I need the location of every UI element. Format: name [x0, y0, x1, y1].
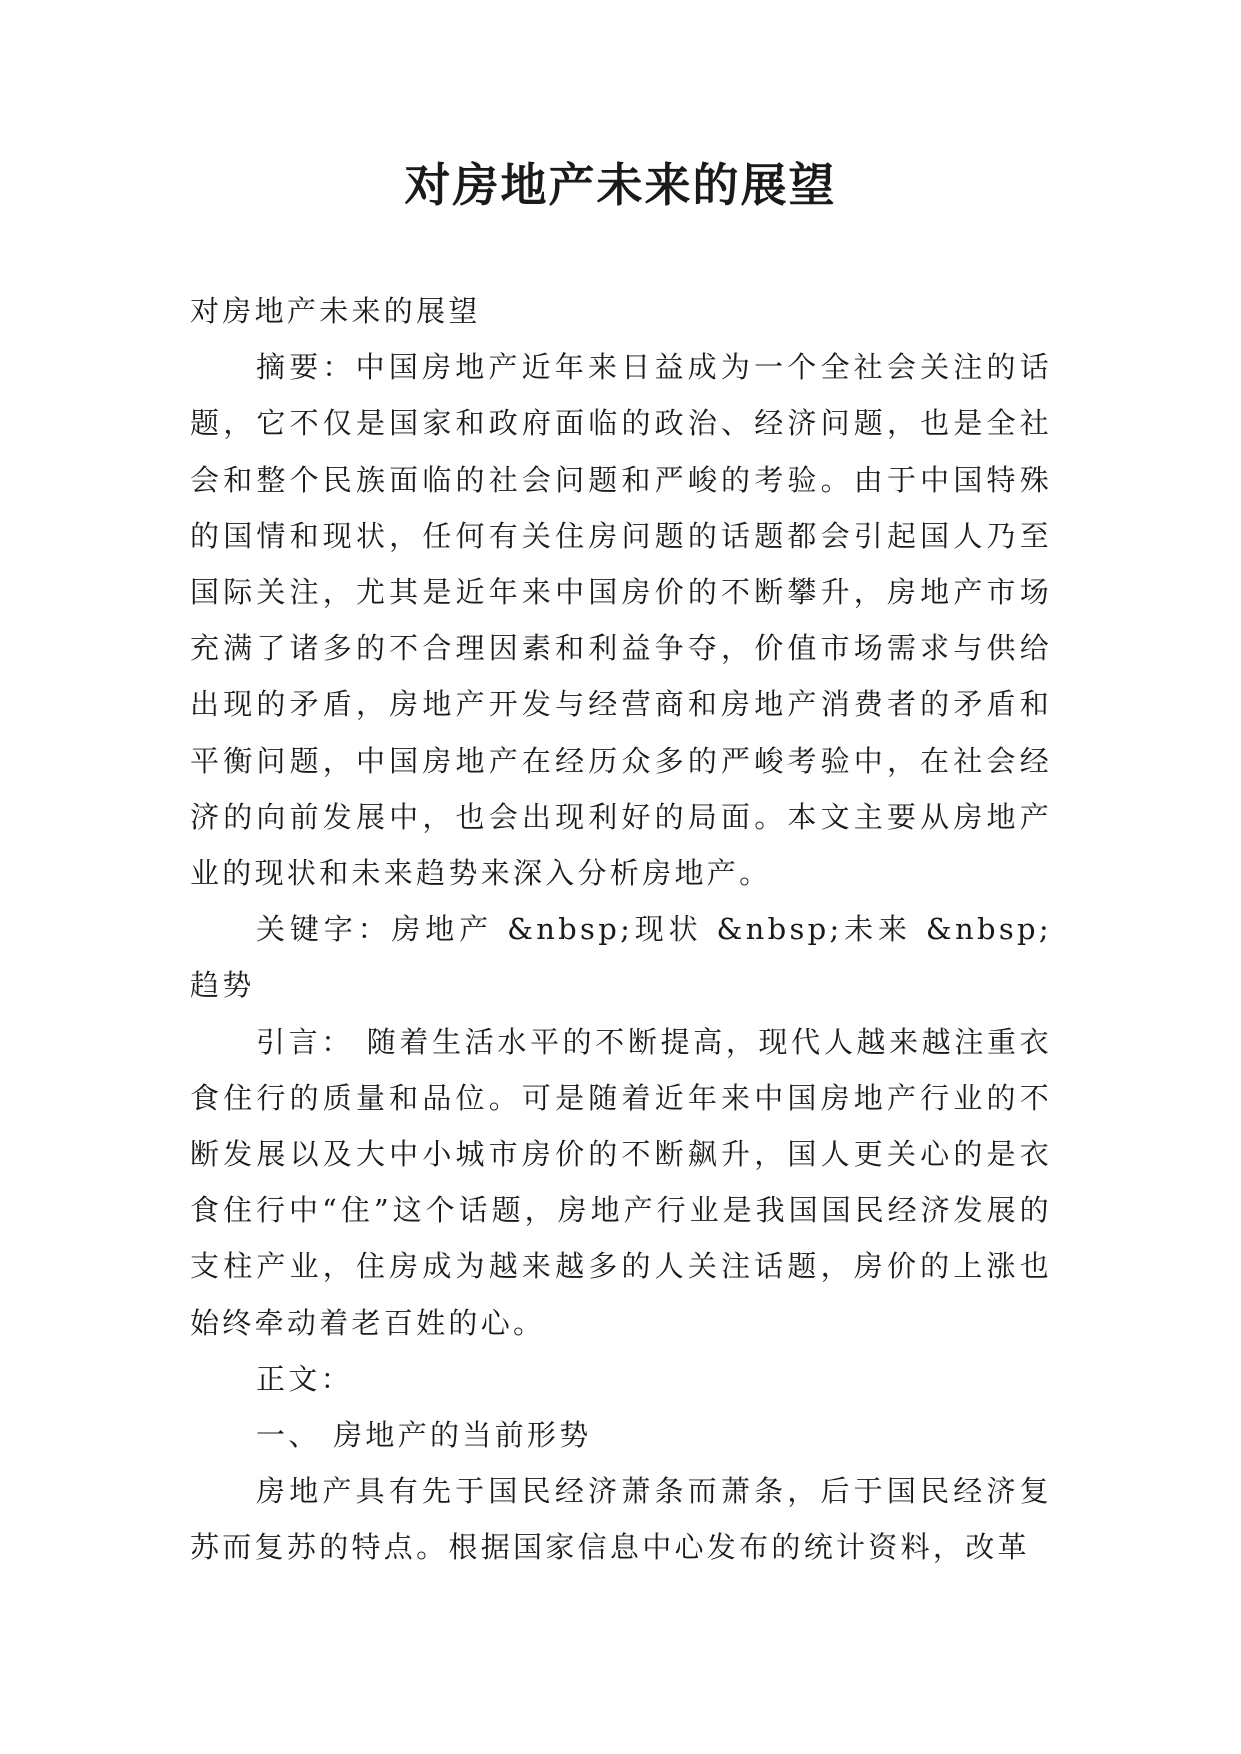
document-title: 对房地产未来的展望 — [404, 158, 837, 212]
keywords-paragraph: 关键字：房地产 &nbsp;现状 &nbsp;未来 &nbsp;趋势 — [190, 912, 1052, 1003]
document-body — [190, 283, 1052, 1576]
main-text-heading: 正文： — [256, 1361, 353, 1396]
body-subtitle: 对房地产未来的展望 — [190, 294, 481, 328]
section-paragraph: 房地产具有先于国民经济萧条而萧条，后于国民经济复苏而复苏的特点。根据国家信息中心发布的统计资料，改革 — [190, 1474, 1052, 1565]
introduction-paragraph: 引言： 随着生活水平的不断提高，现代人越来越注重衣食住行的质量和品位。可是随着近年来中国房地产行业的不断发展以及大中小城市房价的不断飙升，国人更关心的是衣食住行中“住”这个话题，房地产行业是我国国民经济发展的支柱产业，住房成为越来越多的人关注话题，房价的上涨也始终牵动着老百姓的心。 — [190, 1024, 1052, 1340]
abstract-paragraph: 摘要：中国房地产近年来日益成为一个全社会关注的话题，它不仅是国家和政府面临的政治、经济问题，也是全社会和整个民族面临的社会问题和严峻的考验。由于中国特殊的国情和现状，任何有关住房问题的话题都会引起国人乃至国际关注，尤其是近年来中国房价的不断攀升，房地产市场充满了诸多的不合理因素和利益争夺，价值市场需求与供给出现的矛盾，房地产开发与经营商和房地产消费者的矛盾和平衡问题，中国房地产在经历众多的严峻考验中，在社会经济的向前发展中，也会出现利好的局面。本文主要从房地产业的现状和未来趋势来深入分析房地产。 — [190, 350, 1052, 891]
section-heading: 一、 房地产的当前形势 — [256, 1418, 592, 1453]
